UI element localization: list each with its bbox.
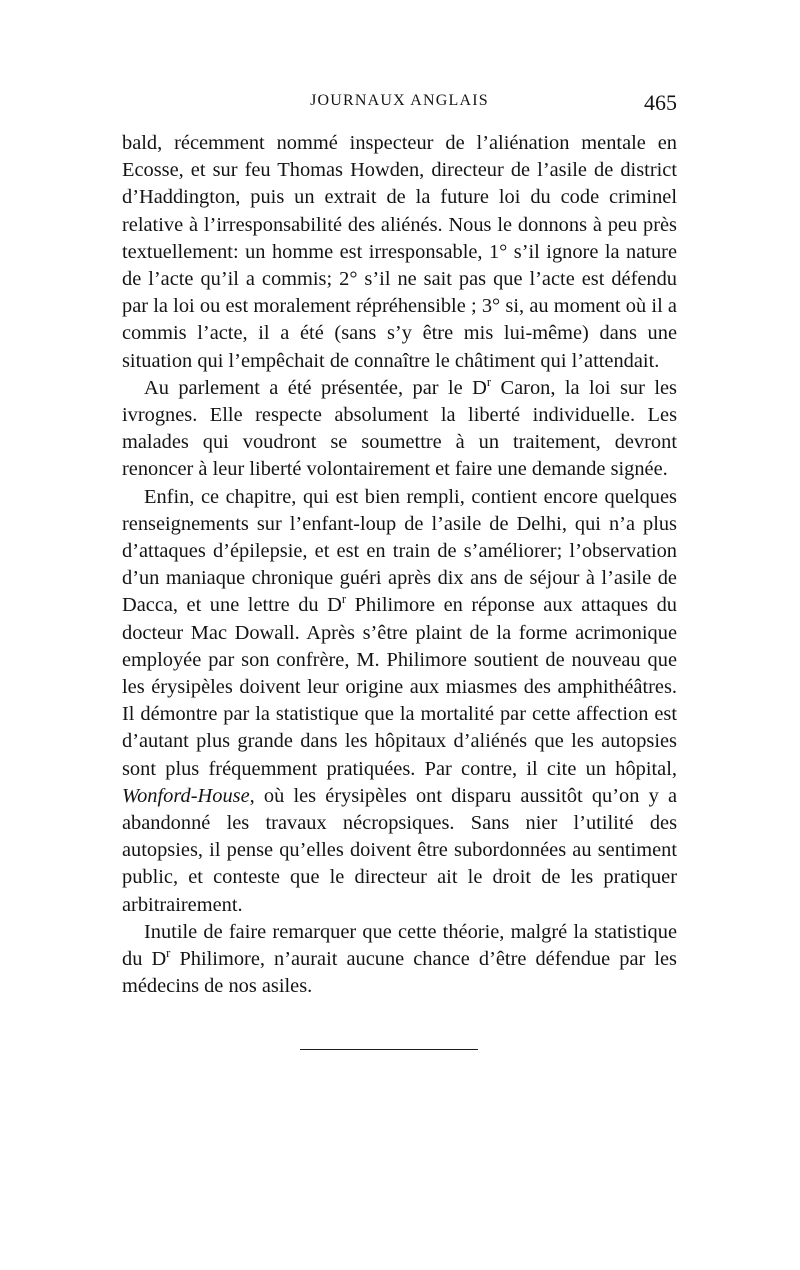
text-run: Philimore, n’aurait aucune chance d’être défendue par les médecins de nos asiles. [122, 948, 677, 998]
text-run: Au parlement a été présentée, par le D [144, 376, 487, 399]
closing-rule [300, 1049, 478, 1050]
book-page [122, 92, 677, 1001]
text-run: Enfin, ce chapitre, qui est bien rempli, contient encore quelques renseignements sur l’enfant-loup de l’asile de Delhi, qui n’a plus d’attaques d’épilepsie, et est en train de s’améliorer; l’observation d’un maniaque chronique guéri après dix ans de séjour à l’asile de Dacca, et une lettre du D [122, 485, 677, 617]
paragraph-drunkards-law [122, 375, 677, 484]
text-run: bald, récemment nommé inspecteur de l’aliénation mentale en Ecosse, et sur feu Thomas Howden, directeur de l’asile de district d’Haddington, puis un extrait de la future loi du code criminel relative à l’irresponsabilité des aliénés. Nous le donnons à peu près textuellement: un homme est irresponsable, 1° s’il ignore la nature de l’acte qu’il a commis; 2° s’il ne sait pas que l’acte est défendu par la loi ou est moralement répréhensible ; 3° si, au moment où il a commis l’acte, il a été (sans s’y être mis lui-même) dans une situation qui l’empêchait de connaître le châtiment qui l’attendait. [122, 132, 677, 372]
paragraph-chapter-summary [122, 484, 677, 919]
text-run: , où les érysipèles ont disparu aussitôt qu’on y a abandonné les travaux nécropsiques. Sans nier l’utilité des autopsies, il pense qu’elles doivent être subordonnées au sentiment public, et conteste que le directeur ait le droit de les pratiquer arbitrairement. [122, 784, 677, 916]
body-text [122, 130, 677, 1001]
italic-term: Wonford-House [122, 784, 250, 807]
superscript-abbrev: r [486, 375, 492, 390]
text-run: Caron, la loi sur les ivrognes. Elle respecte absolument la liberté individuelle. Les malades qui voudront se soumettre à un traitement, devront renoncer à leur liberté volontairement et faire une demande signée. [122, 376, 677, 481]
superscript-abbrev: r [341, 592, 347, 607]
paragraph-conclusion [122, 919, 677, 1001]
running-title: JOURNAUX ANGLAIS [310, 92, 489, 109]
page-number: 465 [644, 90, 677, 115]
text-run: Inutile de faire remarquer que cette théorie, malgré la statistique du D [122, 920, 677, 971]
text-run: Philimore en réponse aux attaques du docteur Mac Dowall. Après s’être plaint de la forme acrimonique employée par son confrère, M. Philimore soutient de nouveau que les érysipèles doivent leur origine aux miasmes des amphithéâtres. Il démontre par la statistique que la mortalité par cette affection est d’autant plus grande dans les hôpitaux d’aliénés que les autopsies sont plus fréquemment pratiquées. Par contre, il cite un hôpital, [122, 594, 678, 780]
superscript-abbrev: r [166, 946, 171, 961]
running-head [122, 92, 677, 120]
paragraph-continuation [122, 130, 677, 375]
